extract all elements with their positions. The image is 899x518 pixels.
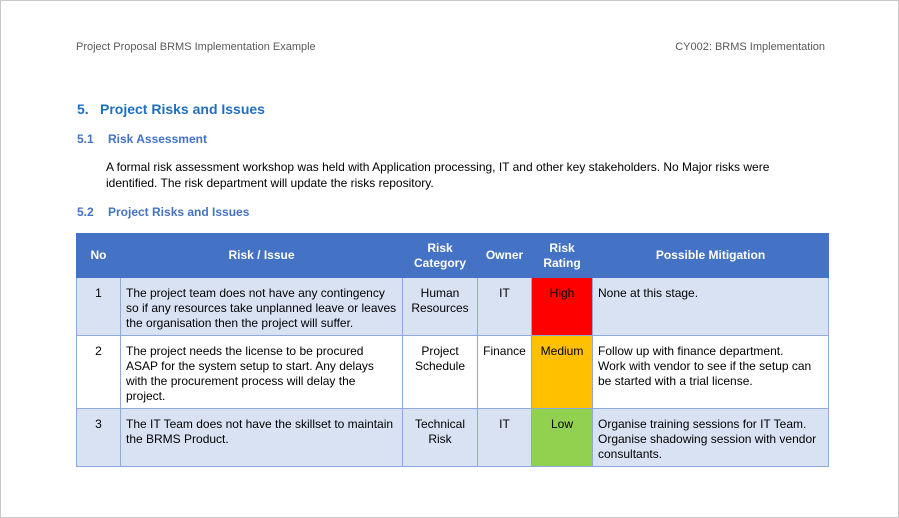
column-header-no: No bbox=[77, 234, 121, 278]
row-number: 3 bbox=[77, 409, 121, 467]
row-number: 1 bbox=[77, 278, 121, 336]
header-left: Project Proposal BRMS Implementation Example bbox=[76, 41, 316, 53]
subsection-title: Risk Assessment bbox=[108, 132, 207, 146]
risk-owner: IT bbox=[478, 409, 532, 467]
possible-mitigation: None at this stage. bbox=[593, 278, 829, 336]
subsection-heading-risk-assessment bbox=[77, 132, 207, 146]
risk-rating-low: Low bbox=[532, 409, 593, 467]
subsection-heading-risks-issues bbox=[77, 205, 249, 219]
possible-mitigation: Organise training sessions for IT Team. Organise shadowing session with vendor consultants. bbox=[593, 409, 829, 467]
column-header-rating: Risk Rating bbox=[532, 234, 593, 278]
possible-mitigation: Follow up with finance department. Work with vendor to see if the setup can be started with a trial license. bbox=[593, 336, 829, 409]
risk-category: Human Resources bbox=[403, 278, 478, 336]
risk-assessment-paragraph: A formal risk assessment workshop was held with Application processing, IT and other key stakeholders. No Major risks were identified. The risk department will update the risks repository. bbox=[106, 160, 770, 190]
risk-rating-high: High bbox=[532, 278, 593, 336]
header-right: CY002: BRMS Implementation bbox=[675, 41, 825, 53]
risk-description: The IT Team does not have the skillset to maintain the BRMS Product. bbox=[121, 409, 403, 467]
risk-table bbox=[76, 233, 829, 467]
section-heading bbox=[77, 101, 265, 117]
table-row bbox=[77, 278, 829, 336]
risk-rating-medium: Medium bbox=[532, 336, 593, 409]
risk-category: Project Schedule bbox=[403, 336, 478, 409]
table-row bbox=[77, 409, 829, 467]
subsection-title: Project Risks and Issues bbox=[108, 205, 250, 219]
subsection-number: 5.2 bbox=[77, 205, 94, 219]
column-header-risk: Risk / Issue bbox=[121, 234, 403, 278]
section-number: 5. bbox=[77, 101, 89, 117]
risk-owner: Finance bbox=[478, 336, 532, 409]
table-header-row bbox=[77, 234, 829, 278]
risk-description: The project team does not have any contingency so if any resources take unplanned leave or leaves the organisation then the project will suffer. bbox=[121, 278, 403, 336]
row-number: 2 bbox=[77, 336, 121, 409]
risk-owner: IT bbox=[478, 278, 532, 336]
risk-category: Technical Risk bbox=[403, 409, 478, 467]
column-header-mitigation: Possible Mitigation bbox=[593, 234, 829, 278]
column-header-category: Risk Category bbox=[403, 234, 478, 278]
section-title: Project Risks and Issues bbox=[100, 101, 265, 117]
subsection-number: 5.1 bbox=[77, 132, 94, 146]
table-row bbox=[77, 336, 829, 409]
risk-description: The project needs the license to be procured ASAP for the system setup to start. Any delays with the procurement process will delay the project. bbox=[121, 336, 403, 409]
column-header-owner: Owner bbox=[478, 234, 532, 278]
